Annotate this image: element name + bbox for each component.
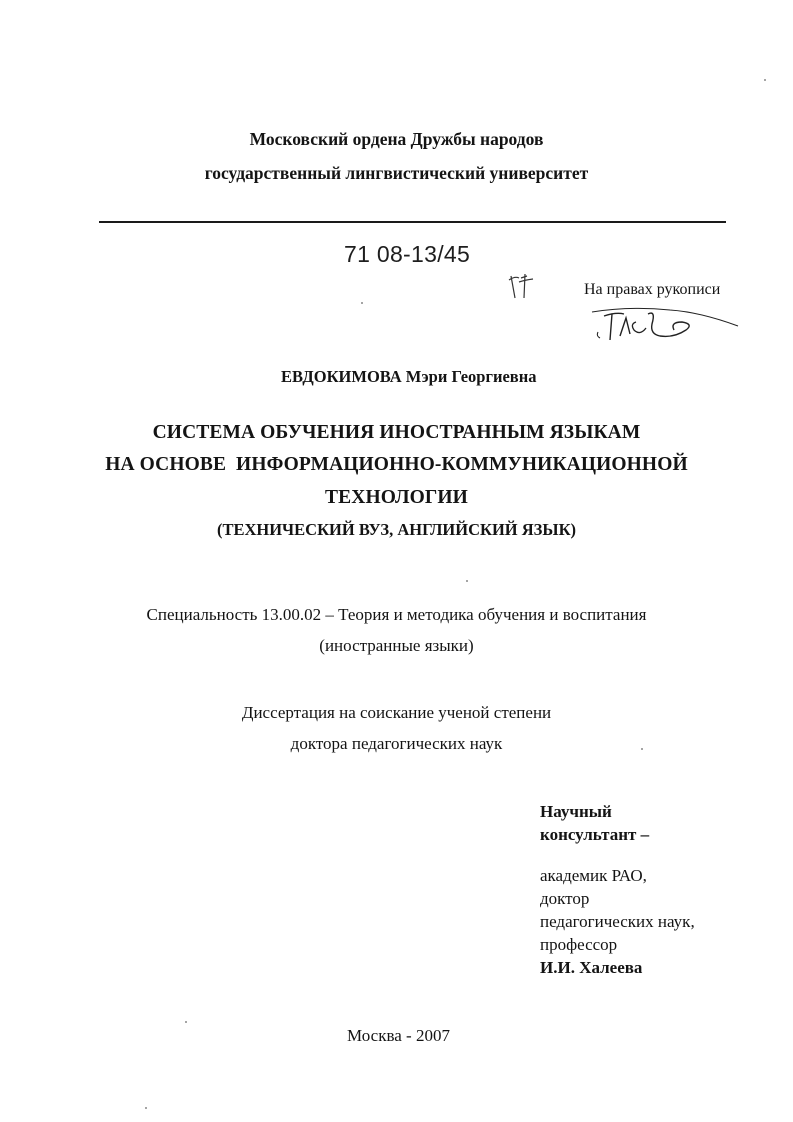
title-subtitle: (ТЕХНИЧЕСКИЙ ВУЗ, АНГЛИЙСКИЙ ЯЗЫК): [216, 520, 577, 539]
author-given-names: Мэри Георгиевна: [405, 367, 537, 386]
signature-icon: [590, 300, 740, 348]
title-line-1: СИСТЕМА ОБУЧЕНИЯ ИНОСТРАННЫМ ЯЗЫКАМ: [152, 422, 641, 443]
consultant-name: И.И. Халеева: [540, 958, 643, 977]
institution-line-1: Московский ордена Дружбы народов: [249, 129, 544, 149]
handwritten-mark-icon: [505, 268, 541, 304]
consultant-block: [540, 800, 649, 846]
header-divider: [99, 221, 726, 223]
scan-speck: [764, 79, 766, 81]
consultant-heading-2: консультант –: [540, 825, 650, 844]
consultant-heading-1: Научный: [540, 802, 612, 821]
specialty-line-1: Специальность 13.00.02 – Теория и методика обучения и воспитания: [146, 605, 647, 624]
archive-code: 71 08-13/45: [344, 241, 471, 267]
scan-speck: [361, 302, 363, 304]
scan-speck: [641, 748, 643, 750]
author-name: [281, 367, 536, 387]
place-year: Москва - 2007: [347, 1026, 450, 1045]
consultant-line-3: педагогических наук,: [540, 912, 695, 931]
scan-speck: [466, 580, 468, 582]
title-line-2: НА ОСНОВЕ ИНФОРМАЦИОННО-КОММУНИКАЦИОННОЙ: [105, 454, 688, 475]
consultant-line-1: академик РАО,: [540, 866, 647, 885]
author-surname: ЕВДОКИМОВА: [281, 367, 402, 386]
consultant-line-4: профессор: [540, 935, 618, 954]
specialty-line-2: (иностранные языки): [319, 636, 474, 655]
scan-speck: [185, 1021, 187, 1023]
consultant-line-2: доктор: [540, 889, 590, 908]
scan-speck: [145, 1107, 147, 1109]
title-line-3: ТЕХНОЛОГИИ: [325, 487, 468, 508]
degree-line-1: Диссертация на соискание ученой степени: [241, 703, 552, 722]
institution-line-2: государственный лингвистический университет: [204, 163, 589, 183]
manuscript-rights-note: На правах рукописи: [584, 281, 721, 298]
degree-line-2: доктора педагогических наук: [290, 734, 503, 753]
consultant-details: [540, 864, 695, 979]
